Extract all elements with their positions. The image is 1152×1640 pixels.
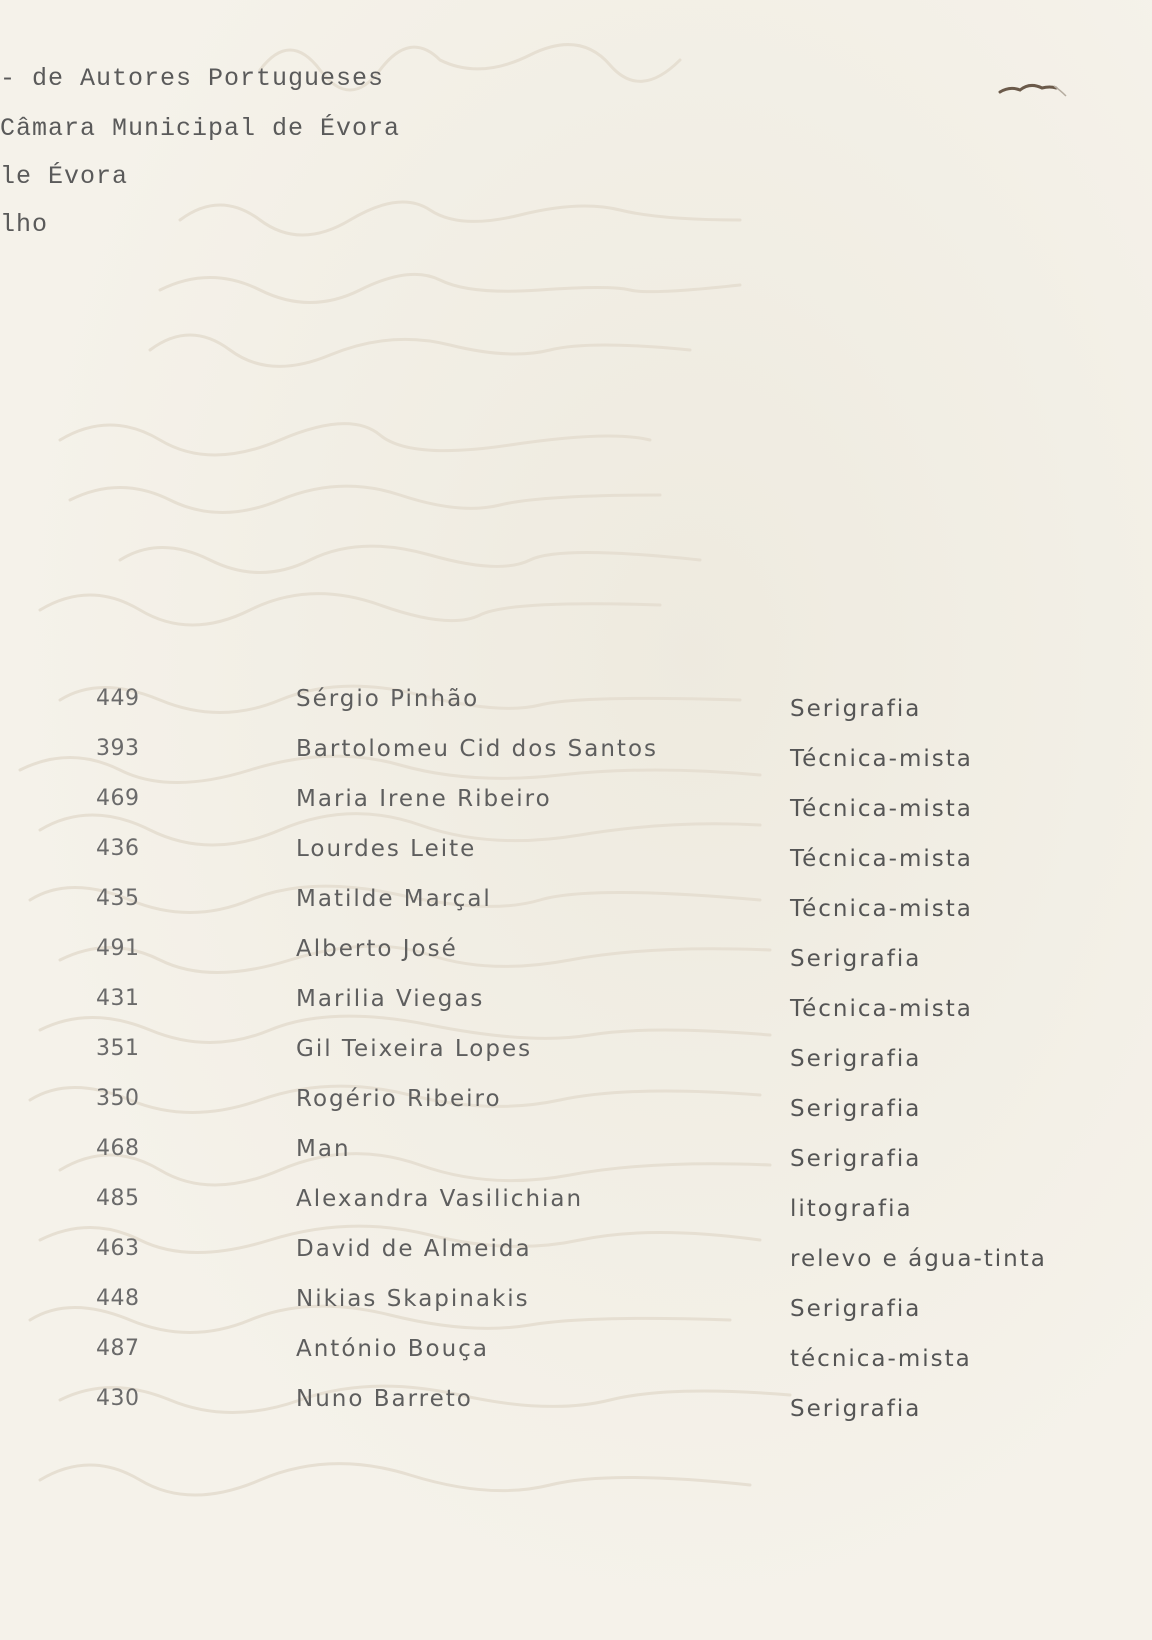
entry-artist: Bartolomeu Cid dos Santos (296, 736, 658, 762)
entry-number: 449 (96, 686, 140, 711)
list-item (0, 1086, 1152, 1126)
list-item (0, 1286, 1152, 1326)
entry-artist: António Bouça (296, 1336, 489, 1362)
entry-number: 436 (96, 836, 140, 861)
entry-number: 491 (96, 936, 140, 961)
entry-technique: Serigrafia (790, 1296, 922, 1322)
header-line-3: le Évora (0, 162, 129, 191)
entry-artist: Lourdes Leite (296, 836, 477, 862)
entry-number: 448 (96, 1286, 140, 1311)
list-item (0, 1036, 1152, 1076)
entry-number: 393 (96, 736, 140, 761)
entry-number: 485 (96, 1186, 140, 1211)
list-item (0, 986, 1152, 1026)
entry-artist: Alexandra Vasilichian (296, 1186, 584, 1212)
header-line-1: - de Autores Portugueses (0, 64, 385, 93)
entry-artist: Nikias Skapinakis (296, 1286, 530, 1312)
list-item (0, 886, 1152, 926)
entry-technique: Técnica-mista (790, 996, 973, 1022)
entry-artist: Marilia Viegas (296, 986, 485, 1012)
list-item (0, 1186, 1152, 1226)
list-item (0, 1386, 1152, 1426)
entry-technique: Serigrafia (790, 1396, 922, 1422)
entry-technique: Técnica-mista (790, 896, 973, 922)
entry-artist: Sérgio Pinhão (296, 686, 480, 712)
entry-artist: Rogério Ribeiro (296, 1086, 502, 1112)
list-item (0, 1136, 1152, 1176)
entry-number: 431 (96, 986, 140, 1011)
list-item (0, 786, 1152, 826)
list-item (0, 1236, 1152, 1276)
entry-artist: Nuno Barreto (296, 1386, 473, 1412)
list-item (0, 1336, 1152, 1376)
entry-artist: Maria Irene Ribeiro (296, 786, 552, 812)
entry-technique: Técnica-mista (790, 796, 973, 822)
entry-number: 350 (96, 1086, 140, 1111)
entry-artist: Gil Teixeira Lopes (296, 1036, 533, 1062)
entry-artist: Man (296, 1136, 351, 1162)
list-item (0, 836, 1152, 876)
entry-technique: técnica-mista (790, 1346, 972, 1372)
header-line-2: Câmara Municipal de Évora (0, 114, 401, 143)
entry-number: 430 (96, 1386, 140, 1411)
entry-technique: Técnica-mista (790, 746, 973, 772)
entry-artist: Alberto José (296, 936, 458, 962)
entry-technique: litografia (790, 1196, 913, 1222)
entry-technique: Serigrafia (790, 1046, 922, 1072)
list-item (0, 736, 1152, 776)
entry-technique: relevo e água-tinta (790, 1246, 1047, 1272)
entry-technique: Serigrafia (790, 696, 922, 722)
entry-artist: David de Almeida (296, 1236, 532, 1262)
entry-number: 469 (96, 786, 140, 811)
entry-technique: Serigrafia (790, 946, 922, 972)
header-line-4: lho (0, 210, 49, 239)
entry-number: 487 (96, 1336, 140, 1361)
entry-number: 468 (96, 1136, 140, 1161)
entry-technique: Serigrafia (790, 1146, 922, 1172)
entry-number: 435 (96, 886, 140, 911)
entry-artist: Matilde Marçal (296, 886, 492, 912)
ink-mark (998, 78, 1068, 98)
entry-number: 463 (96, 1236, 140, 1261)
list-item (0, 936, 1152, 976)
entry-technique: Técnica-mista (790, 846, 973, 872)
list-item (0, 686, 1152, 726)
entry-number: 351 (96, 1036, 140, 1061)
entry-technique: Serigrafia (790, 1096, 922, 1122)
